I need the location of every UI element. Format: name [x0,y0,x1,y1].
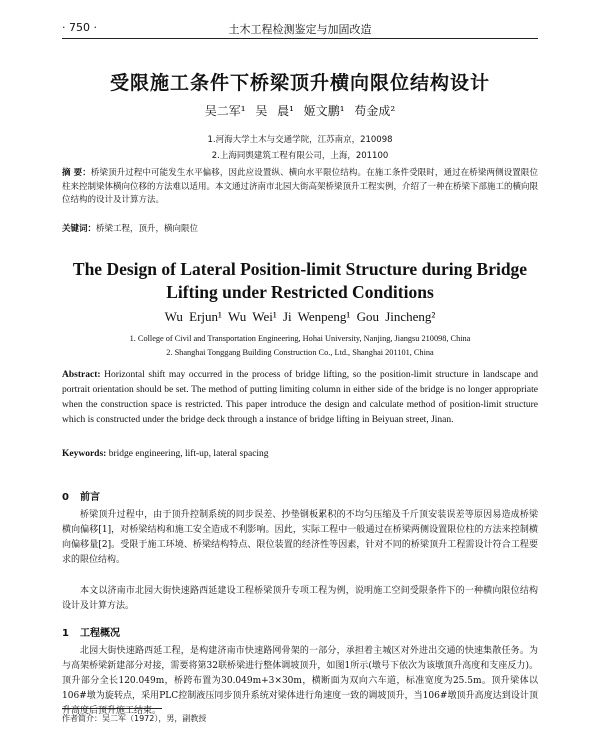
chinese-title: 受限施工条件下桥梁顶升横向限位结构设计 [109,72,490,94]
section-title: 前言 [80,492,100,503]
chinese-affiliation-1: 1.河海大学土木与交通学院，江苏南京，210098 [207,135,393,145]
english-authors: Wu Erjun¹ Wu Wei¹ Ji Wenpeng¹ Gou Jincheng² [164,309,436,324]
english-keywords-text: bridge engineering, lift-up, lateral spacing [106,449,269,459]
english-abstract [62,368,538,428]
english-affiliation-2: 2. Shanghai Tonggang Building Construction Co., Ltd., Shanghai 201101, China [166,348,434,357]
body-paragraph: 桥梁顶升过程中，由于顶升控制系统的同步误差、抄垫钢板累积的不均匀压缩及千斤顶安装误差等原因易造成桥梁横向偏移[1]，对桥梁结构和施工安全造成不利影响。因此，实际工程中一般通过在桥梁两侧设置限位柱的方法来控制横向偏移量[2]。受限于施工环境、桥梁结构特点、限位装置的经济性等因素，针对不同的桥梁顶升工程需设计符合工程要求的限位结构。 [62,510,538,565]
section-heading-0 [62,488,100,503]
section-title: 工程概况 [80,628,120,639]
english-title: The Design of Lateral Position-limit Structure during Bridge Lifting under Restricted Conditions [72,259,528,302]
chinese-affiliation-2: 2.上海同舆建筑工程有限公司，上海，201100 [211,151,389,161]
chinese-keywords-text: 桥梁工程，顶升，横向限位 [96,224,199,234]
journal-name: 土木工程检测鉴定与加固改造 [228,23,372,36]
body-paragraph: 本文以济南市北园大街快速路西延建设工程桥梁顶升专项工程为例，说明施工空间受限条件下的一种横向限位结构设计及计算方法。 [62,586,538,611]
english-affiliation-1: 1. College of Civil and Transportation Engineering, Hohai University, Nanjing, Jiangsu 210098, China [129,334,471,343]
footnote-divider [62,708,162,709]
chinese-abstract-text: 桥梁顶升过程中可能发生水平偏移，因此应设置纵、横向水平限位结构。在施工条件受限时，通过在桥梁两侧设置限位柱来控制梁体横向位移的方法难以适用。本文通过济南市北园大街高架桥梁顶升工程实例，介绍了一种在桥梁下部施工的横向限位结构的设计及计算方法。 [62,168,539,205]
english-keywords-label: Keywords: [62,449,107,459]
page-number: · 750 · [62,21,97,34]
body-paragraph: 北园大街快速路西延工程，是构建济南市快速路网骨架的一部分，承担着主城区对外进出交通的快速集散任务。为与高架桥梁新建部分对接，需要将第32联桥梁进行整体调坡顶升，如图1所示(墩号下依次为该墩顶升高度和支座反力)。顶升部分全长120.049m，桥跨布置为30.049m+3×30m，横断面为双向六车道，标准宽度为25.5m。顶升梁体以106#墩为旋转点，采用PLC控制液压同步顶升系统对梁体进行角速度一致的调坡顶升，当106#墩顶升高度达到设计顶升高度后顶升施工结束。 [62,646,538,716]
chinese-keywords-label: 关键词： [62,224,97,234]
english-keywords [62,449,538,459]
section-number: 1 [62,628,69,639]
english-abstract-text: Horizontal shift may occurred in the process of bridge lifting, so the position-limit structure in landscape and portrait orientation should be set. The method of putting limiting column in either side of the bridge is no longer appropriate when the construction space is restricted. This paper introduce the design and calculate method of position-limit structure which is constructed under the bridge deck through a instance of bridge lifting in Beiyuan street, Jinan. [62,370,538,425]
chinese-authors: 吴二军¹ 吴 晨¹ 姬文鹏¹ 苟金成² [204,104,396,118]
chinese-abstract-label: 摘 要： [62,168,91,178]
chinese-keywords [62,222,538,234]
section-heading-1 [62,624,120,639]
author-footnote: 作者简介：吴二军（1972），男，副教授 [62,714,207,723]
running-header [62,18,538,39]
english-abstract-label: Abstract: [62,370,101,380]
section-number: 0 [62,492,69,503]
chinese-abstract [62,167,538,208]
